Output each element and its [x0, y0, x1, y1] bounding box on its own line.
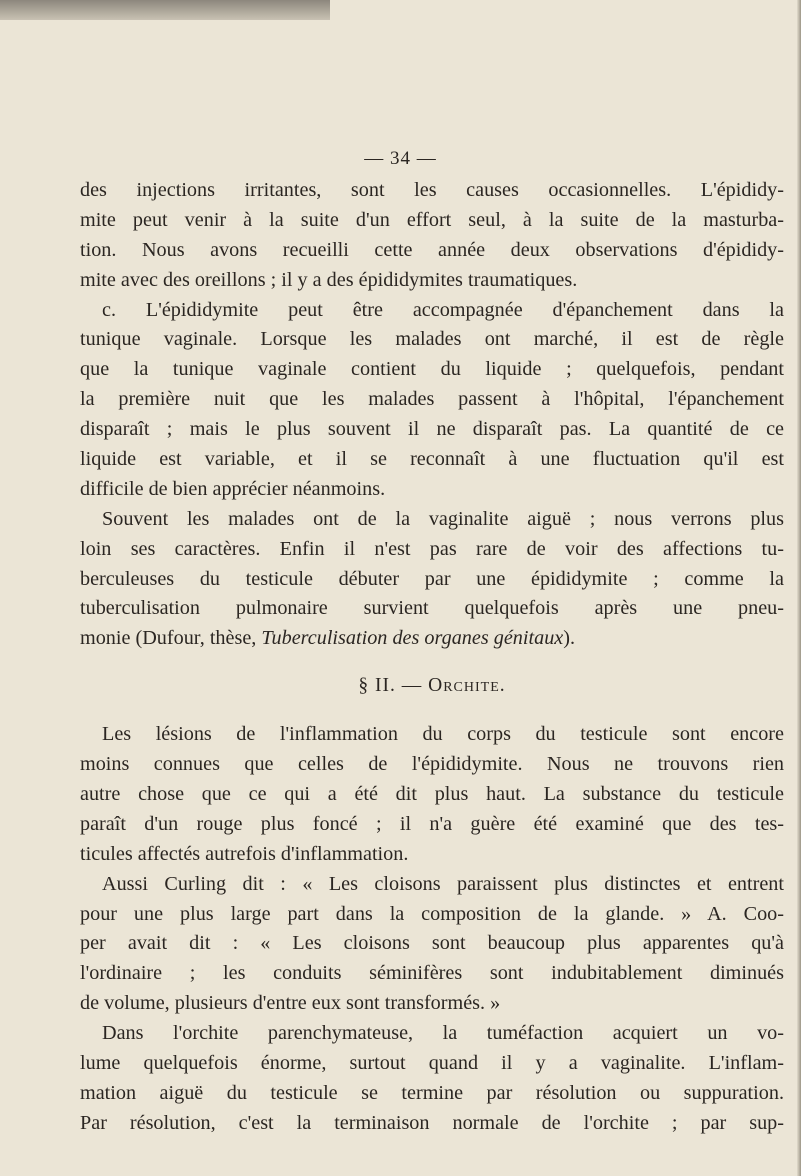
text-line: mite avec des oreillons ; il y a des épididymites traumatiques.	[80, 268, 578, 291]
text-line: pour une plus large part dans la composition de la glande. » A. Coo-	[80, 902, 784, 925]
text-line	[80, 624, 784, 654]
text-line: Par résolution, c'est la terminaison normale de l'orchite ; par sup-	[80, 1111, 784, 1134]
text-line: tunique vaginale. Lorsque les malades ont marché, il est de règle	[80, 328, 784, 351]
text-line: autre chose que ce qui a été dit plus haut. La substance du testicule	[80, 783, 784, 806]
text-line: ticules affectés autrefois d'inflammation.	[80, 842, 409, 865]
text-line: Souvent les malades ont de la vaginalite aiguë ; nous verrons plus	[102, 507, 784, 530]
body-text	[80, 176, 784, 1139]
text-line: paraît d'un rouge plus foncé ; il n'a guère été examiné que des tes-	[80, 812, 784, 835]
text-line: la première nuit que les malades passent à l'hôpital, l'épanchement	[80, 388, 784, 411]
section-title: Orchite.	[428, 675, 506, 697]
section-heading	[80, 654, 784, 720]
text-line: mation aiguë du testicule se termine par résolution ou suppuration.	[80, 1081, 784, 1104]
scan-edge-shadow	[0, 0, 330, 20]
text-line: per avait dit : « Les cloisons sont beaucoup plus apparentes qu'à	[80, 932, 784, 955]
text-line: moins connues que celles de l'épididymite. Nous ne trouvons rien	[80, 753, 784, 776]
text-line: l'ordinaire ; les conduits séminifères sont indubitablement diminués	[80, 962, 784, 985]
citation-title: Tuberculisation des organes génitaux	[261, 627, 564, 650]
text-line: berculeuses du testicule débuter par une épididymite ; comme la	[80, 567, 784, 590]
text-line: liquide est variable, et il se reconnaît à une fluctuation qu'il est	[80, 448, 784, 471]
text-line: c. L'épididymite peut être accompagnée d'épanchement dans la	[102, 298, 784, 321]
text-line: mite peut venir à la suite d'un effort seul, à la suite de la masturba-	[80, 208, 784, 231]
text-line: lume quelquefois énorme, surtout quand il y a vaginalite. L'inflam-	[80, 1052, 784, 1075]
text-line: disparaît ; mais le plus souvent il ne disparaît pas. La quantité de ce	[80, 418, 784, 441]
text-line: Les lésions de l'inflammation du corps du testicule sont encore	[102, 723, 784, 746]
text-line: tion. Nous avons recueilli cette année deux observations d'épididy-	[80, 238, 784, 261]
text-line: loin ses caractères. Enfin il n'est pas rare de voir des affections tu-	[80, 537, 784, 560]
text-line: difficile de bien apprécier néanmoins.	[80, 477, 386, 500]
text-line: de volume, plusieurs d'entre eux sont transformés. »	[80, 992, 501, 1015]
text-line: Aussi Curling dit : « Les cloisons paraissent plus distinctes et entrent	[102, 872, 784, 895]
page-edge-shadow	[797, 0, 801, 1176]
text-line: Dans l'orchite parenchymateuse, la tuméfaction acquiert un vo-	[102, 1022, 784, 1045]
citation-prefix: monie (Dufour, thèse,	[80, 627, 262, 650]
section-number: § II. —	[358, 675, 429, 697]
page-number: — 34 —	[364, 148, 437, 169]
text-line: des injections irritantes, sont les causes occasionnelles. L'épididy-	[80, 179, 784, 201]
text-line: tuberculisation pulmonaire survient quelquefois après une pneu-	[80, 597, 784, 620]
citation-suffix: ).	[563, 627, 576, 650]
text-line: que la tunique vaginale contient du liquide ; quelquefois, pendant	[80, 358, 784, 381]
